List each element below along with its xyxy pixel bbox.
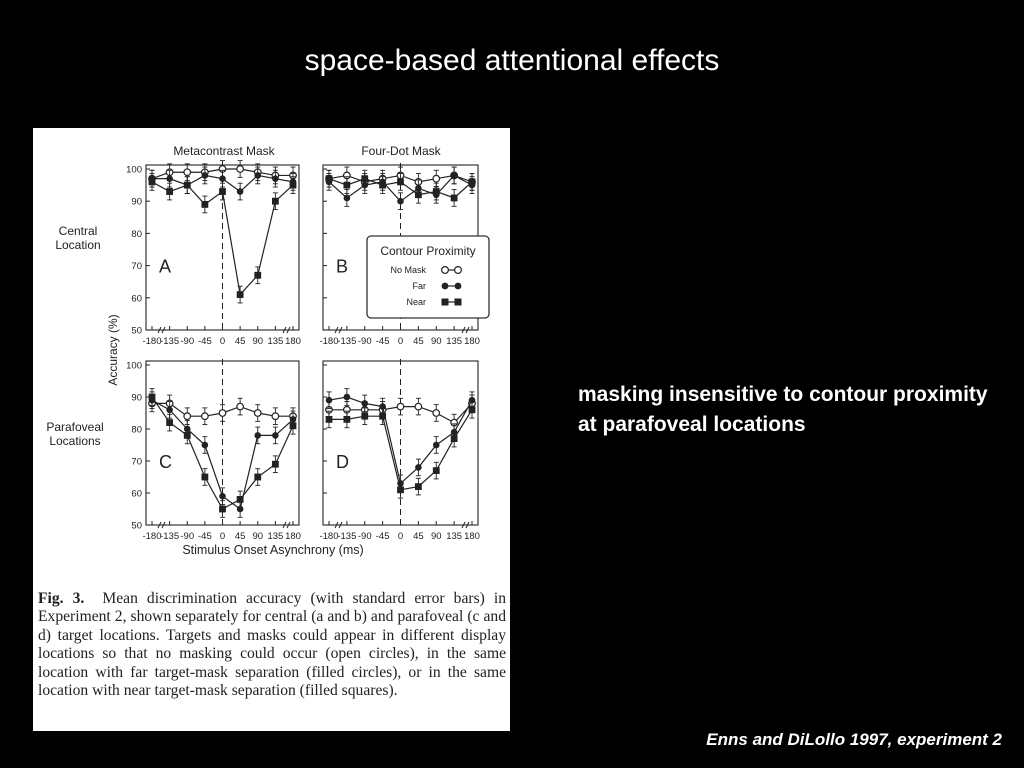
y-tick-label: 70 <box>131 456 142 468</box>
x-tick-label: -45 <box>375 336 390 347</box>
caption-text: Mean discrimination accuracy (with standard error bars) in Experiment 2, shown separately for central (a and b) and parafoveal (c and d) target locations. Targets and masks could appear in different display locations so that no masking could occur (open circles), in the same location with far target-mask separation (filled circles), or in the same location with near target-mask separation (filled squares). <box>38 590 506 700</box>
x-tick-label: -135 <box>337 531 357 542</box>
point-no-mask <box>184 169 191 176</box>
point-no-mask <box>272 413 279 420</box>
x-tick-label: -135 <box>160 336 180 347</box>
point-far <box>415 464 422 471</box>
point-no-mask <box>254 410 261 417</box>
row-label-parafoveal-line2: Locations <box>49 434 101 448</box>
point-far <box>202 172 209 179</box>
point-near <box>166 419 173 426</box>
x-tick-label: 180 <box>285 531 301 542</box>
point-near <box>326 175 333 182</box>
point-near <box>237 496 244 503</box>
y-tick-label: 90 <box>131 392 142 404</box>
y-tick-label: 70 <box>131 261 142 273</box>
point-near <box>290 422 297 429</box>
y-axis-label: Accuracy (%) <box>106 314 120 386</box>
point-far <box>202 442 209 449</box>
point-near <box>184 432 191 439</box>
point-near <box>290 182 297 189</box>
point-far <box>166 175 173 182</box>
point-near <box>415 191 422 198</box>
point-near <box>326 416 333 423</box>
panel-letter: A <box>159 256 172 277</box>
x-tick-label: 0 <box>219 336 226 347</box>
x-tick-label: -180 <box>142 336 162 347</box>
point-no-mask <box>237 166 244 173</box>
x-tick-label: 180 <box>464 336 480 347</box>
x-tick-label: -90 <box>180 336 195 347</box>
point-near <box>184 182 191 189</box>
figure-image <box>33 128 510 731</box>
x-tick-label: 180 <box>464 531 480 542</box>
row-label-central-line2: Location <box>55 238 101 252</box>
point-far <box>326 397 333 404</box>
y-tick-label: 90 <box>131 196 142 208</box>
point-far <box>361 400 368 407</box>
point-near <box>451 195 458 202</box>
legend-entry-near: Near <box>406 297 426 307</box>
y-tick-label: 50 <box>131 325 142 337</box>
row-label-parafoveal-line1: Parafoveal <box>46 420 104 434</box>
point-far <box>254 172 261 179</box>
point-near <box>433 467 440 474</box>
point-near <box>201 474 208 481</box>
x-tick-label: -180 <box>142 531 162 542</box>
point-far <box>397 198 404 205</box>
x-tick-label: 0 <box>397 336 404 347</box>
point-far <box>219 493 226 500</box>
x-tick-label: 180 <box>285 336 301 347</box>
point-no-mask <box>237 403 244 410</box>
point-far <box>237 188 244 195</box>
point-near <box>397 178 404 185</box>
y-tick-label: 50 <box>131 520 142 532</box>
point-near <box>254 272 261 279</box>
y-tick-label: 80 <box>131 228 142 240</box>
point-near <box>219 188 226 195</box>
point-far <box>344 195 351 202</box>
legend-entry-far: Far <box>412 281 426 291</box>
x-tick-label: -180 <box>319 531 339 542</box>
y-tick-label: 60 <box>131 293 142 305</box>
x-tick-label: -90 <box>357 531 372 542</box>
x-tick-label: 45 <box>413 336 424 347</box>
point-near <box>433 188 440 195</box>
point-no-mask <box>433 175 440 182</box>
point-no-mask <box>433 410 440 417</box>
x-tick-label: 135 <box>446 336 463 347</box>
x-tick-label: 45 <box>234 336 246 347</box>
point-near <box>469 406 476 413</box>
point-near <box>237 291 244 298</box>
x-tick-label: -135 <box>160 531 180 542</box>
point-no-mask <box>184 413 191 420</box>
point-near <box>166 188 173 195</box>
legend-title: Contour Proximity <box>380 244 476 258</box>
panel-a <box>126 161 301 347</box>
point-near <box>415 483 422 490</box>
x-tick-label: 0 <box>219 531 226 542</box>
figure-caption <box>38 590 506 700</box>
point-near <box>343 416 350 423</box>
citation: Enns and DiLollo 1997, experiment 2 <box>706 730 1002 749</box>
panel-letter: B <box>336 256 349 277</box>
x-tick-label: -45 <box>198 531 212 542</box>
x-tick-label: 135 <box>267 336 284 347</box>
x-tick-label: 90 <box>252 531 264 542</box>
point-no-mask <box>415 403 422 410</box>
slide-title: space-based attentional effects <box>304 44 720 77</box>
point-far <box>254 432 261 439</box>
row-label-central-line1: Central <box>58 224 98 238</box>
point-near <box>343 182 350 189</box>
point-far <box>272 175 279 182</box>
x-tick-label: -45 <box>198 336 212 347</box>
x-tick-label: -45 <box>375 531 390 542</box>
point-near <box>397 486 404 493</box>
y-tick-label: 100 <box>126 360 142 372</box>
point-far <box>166 407 173 414</box>
point-near <box>149 394 156 401</box>
point-near <box>272 198 279 205</box>
point-no-mask <box>219 410 226 417</box>
x-tick-label: 45 <box>413 531 424 542</box>
point-near <box>149 178 156 185</box>
point-far <box>219 175 226 182</box>
point-near <box>379 182 386 189</box>
x-tick-label: -90 <box>357 336 372 347</box>
point-near <box>469 178 476 185</box>
x-axis-label: Stimulus Onset Asynchrony (ms) <box>182 543 364 557</box>
x-tick-label: 90 <box>430 531 442 542</box>
panel-d <box>319 359 479 542</box>
point-near <box>451 435 458 442</box>
point-far <box>451 172 458 179</box>
point-near <box>272 461 279 468</box>
x-tick-label: 135 <box>446 531 463 542</box>
point-near <box>361 413 368 420</box>
panel-letter: D <box>336 452 349 472</box>
point-near <box>219 506 226 513</box>
column-title-four-dot: Four-Dot Mask <box>361 144 441 158</box>
panel-letter: C <box>159 452 172 472</box>
point-far <box>272 432 279 439</box>
point-far <box>344 394 351 401</box>
point-near <box>379 413 386 420</box>
x-tick-label: -90 <box>180 531 195 542</box>
x-tick-label: -135 <box>337 336 357 347</box>
point-no-mask <box>397 403 404 410</box>
point-near <box>254 474 261 481</box>
figure-chart <box>33 128 510 588</box>
point-far <box>433 442 440 449</box>
caption-label: Fig. 3. <box>38 590 85 607</box>
point-near <box>361 175 368 182</box>
x-tick-label: 90 <box>252 336 264 347</box>
x-tick-label: 135 <box>267 531 284 542</box>
point-no-mask <box>202 413 209 420</box>
y-tick-label: 60 <box>131 488 142 500</box>
x-tick-label: -180 <box>319 336 339 347</box>
x-tick-label: 45 <box>234 531 246 542</box>
y-tick-label: 100 <box>126 164 142 176</box>
point-near <box>201 201 208 208</box>
x-tick-label: 0 <box>397 531 404 542</box>
side-note: masking insensitive to contour proximity at parafoveal locations <box>578 383 988 436</box>
x-tick-label: 90 <box>430 336 442 347</box>
column-title-metacontrast: Metacontrast Mask <box>173 144 275 158</box>
legend-entry-no-mask: No Mask <box>390 265 426 275</box>
legend <box>367 236 489 318</box>
y-tick-label: 80 <box>131 424 142 436</box>
panel-c <box>126 359 301 542</box>
